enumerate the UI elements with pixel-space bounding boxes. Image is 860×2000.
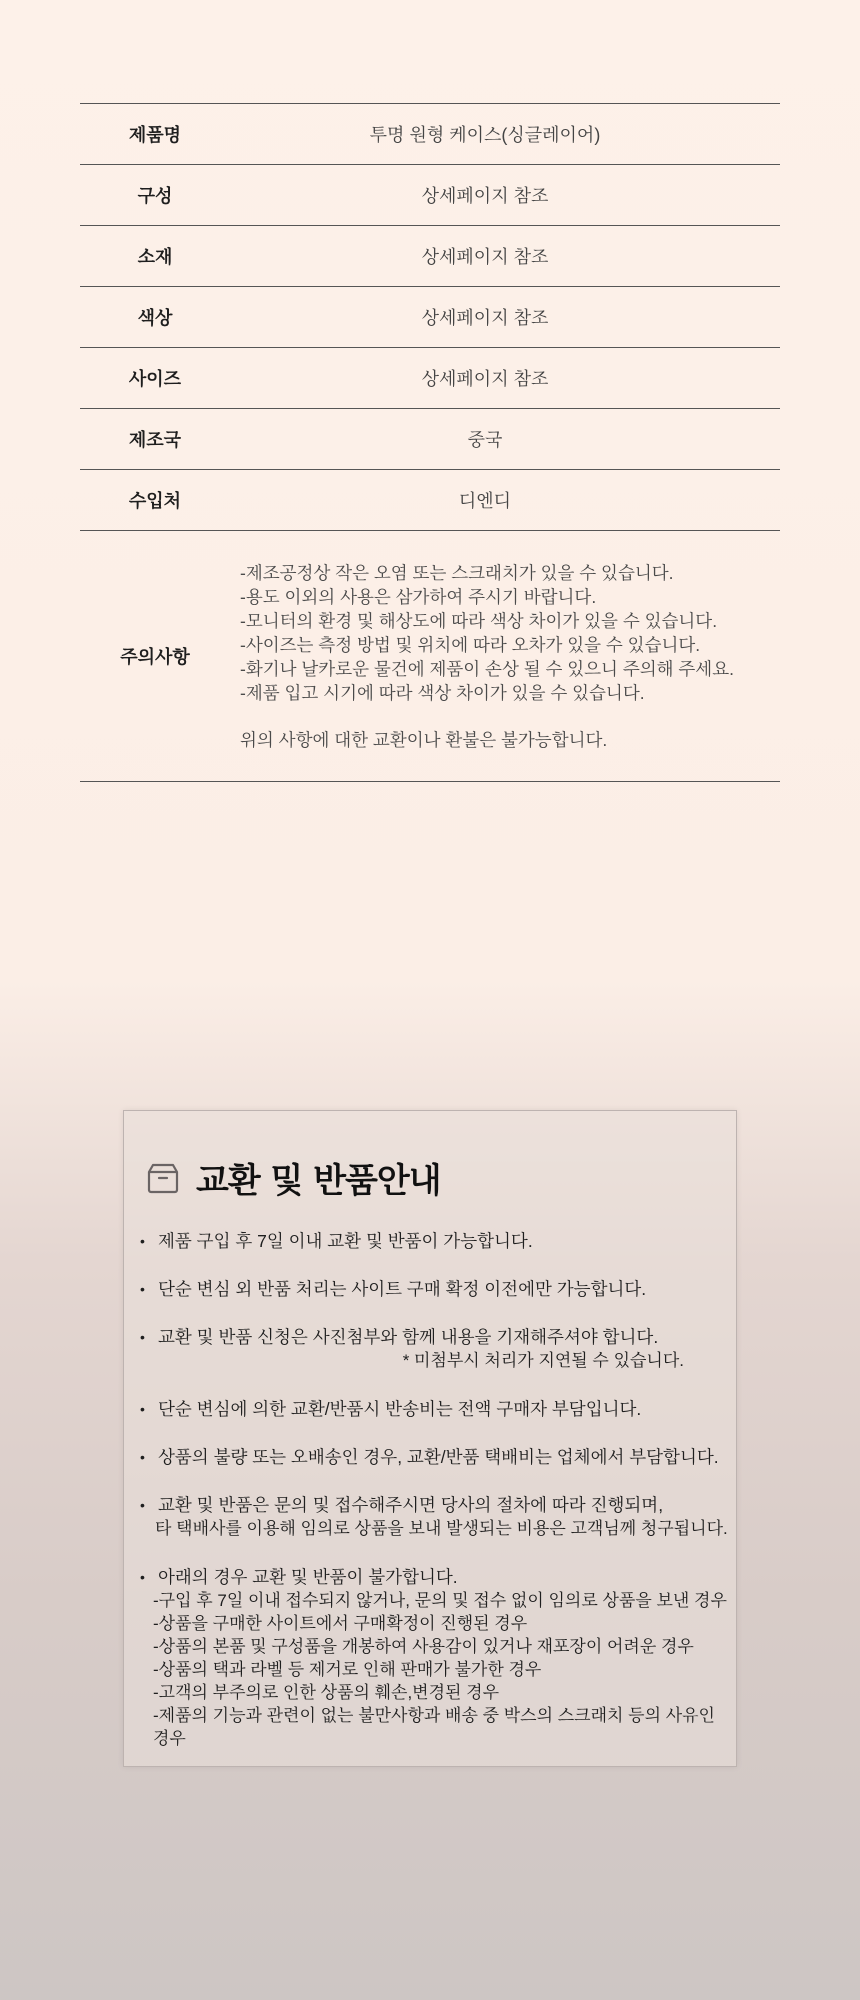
spec-row-material [80,226,780,287]
spec-value: 상세페이지 참조 [421,308,549,328]
notes-item: -사이즈는 측정 방법 및 위치에 따라 오차가 있을 수 있습니다. [240,634,701,655]
notes-list [240,561,780,705]
exception-item: -상품의 택과 라벨 등 제거로 인해 판매가 불가한 경우 [153,1660,542,1679]
rule-text: 제품 구입 후 7일 이내 교환 및 반품이 가능합니다. [158,1231,533,1251]
notes-item: -제조공정상 작은 오염 또는 스크래치가 있을 수 있습니다. [240,562,674,583]
notes-content [230,561,780,752]
spec-row-color [80,287,780,348]
list-item [138,1445,728,1469]
spec-row-notes [80,531,780,782]
list-item [138,1229,728,1253]
rule-continuation: 타 택배사를 이용해 임의로 상품을 보내 발생되는 비용은 고객님께 청구됩니다. [155,1519,728,1538]
spec-label: 색상 [137,308,173,329]
rule-text: 아래의 경우 교환 및 반품이 불가합니다. [158,1567,458,1587]
spec-value: 상세페이지 참조 [421,247,549,267]
list-item [138,1277,728,1301]
list-item [138,1565,728,1750]
spec-row-product-name [80,104,780,165]
spec-label: 사이즈 [128,369,182,390]
list-item [138,1493,728,1541]
notes-item: -모니터의 환경 및 해상도에 따라 색상 차이가 있을 수 있습니다. [240,610,718,631]
return-guide-card [123,1110,737,1767]
notes-footer: 위의 사항에 대한 교환이나 환불은 불가능합니다. [240,729,608,750]
rule-text: 교환 및 반품 신청은 사진첨부와 함께 내용을 기재해주셔야 합니다. [158,1327,659,1347]
list-item [138,1325,728,1373]
rule-text: 상품의 불량 또는 오배송인 경우, 교환/반품 택배비는 업체에서 부담합니다. [158,1447,719,1467]
spec-value: 상세페이지 참조 [421,186,549,206]
spec-label: 수입처 [128,491,182,512]
rule-text: 교환 및 반품은 문의 및 접수해주시면 당사의 절차에 따라 진행되며, [158,1495,664,1515]
spec-row-composition [80,165,780,226]
spec-row-size [80,348,780,409]
list-item [138,1397,728,1421]
product-spec-table [80,103,780,782]
notes-item: -제품 입고 시기에 따라 색상 차이가 있을 수 있습니다. [240,682,645,703]
spec-value: 중국 [467,430,503,450]
exception-item: -상품의 본품 및 구성품을 개봉하여 사용감이 있거나 재포장이 어려운 경우 [153,1637,694,1656]
spec-label: 주의사항 [120,647,190,668]
rule-text: 단순 변심에 의한 교환/반품시 반송비는 전액 구매자 부담입니다. [158,1399,642,1419]
return-guide-title: 교환 및 반품안내 [196,1161,441,1201]
exception-item: -고객의 부주의로 인한 상품의 훼손,변경된 경우 [153,1683,500,1702]
spec-value: 상세페이지 참조 [421,369,549,389]
spec-label: 소재 [137,247,173,268]
spec-row-importer [80,470,780,531]
spec-value: 디엔디 [458,491,512,511]
spec-label: 구성 [137,186,173,207]
return-rules-list [138,1229,728,1750]
return-guide-header [144,1153,441,1202]
exception-item: -제품의 기능과 관련이 없는 불만사항과 배송 중 박스의 스크래치 등의 사유인 경우 [153,1706,715,1748]
spec-label: 제조국 [128,430,182,451]
notes-item: -용도 이외의 사용은 삼가하여 주시기 바랍니다. [240,586,597,607]
rule-text: 단순 변심 외 반품 처리는 사이트 구매 확정 이전에만 가능합니다. [158,1279,647,1299]
exception-item: -구입 후 7일 이내 접수되지 않거나, 문의 및 접수 없이 임의로 상품을 보낸 경우 [153,1591,727,1610]
spec-row-country [80,409,780,470]
notes-item: -화기나 날카로운 물건에 제품이 손상 될 수 있으니 주의해 주세요. [240,658,734,679]
exception-item: -상품을 구매한 사이트에서 구매확정이 진행된 경우 [153,1614,528,1633]
box-icon [144,1159,182,1197]
spec-value: 투명 원형 케이스(싱글레이어) [369,125,601,145]
spec-label: 제품명 [128,125,182,146]
rule-note: * 미첨부시 처리가 지연될 수 있습니다. [402,1351,684,1370]
